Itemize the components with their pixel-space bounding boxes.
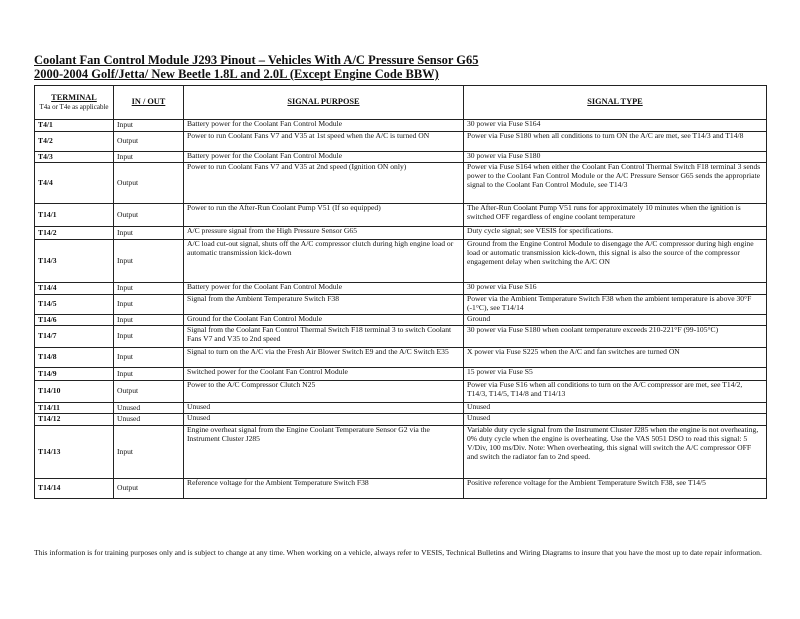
signal-purpose-cell: Battery power for the Coolant Fan Control Module: [184, 152, 464, 163]
inout-cell: Input: [114, 152, 184, 163]
signal-purpose-cell: Power to the A/C Compressor Clutch N25: [184, 381, 464, 403]
table-row: [35, 163, 767, 204]
terminal-cell: T14/12: [35, 414, 114, 426]
table-row: [35, 132, 767, 152]
table-row: [35, 283, 767, 295]
inout-cell: Output: [114, 163, 184, 204]
purpose-header: SIGNAL PURPOSE: [184, 86, 464, 120]
signal-type-cell: 30 power via Fuse S16: [464, 283, 767, 295]
inout-cell: Input: [114, 295, 184, 315]
terminal-cell: T14/13: [35, 426, 114, 479]
signal-type-cell: 15 power via Fuse S5: [464, 368, 767, 381]
table-row: [35, 240, 767, 283]
signal-type-cell: Power via the Ambient Temperature Switch F38 when the ambient temperature is above 30°F (-1°C), see T14/14: [464, 295, 767, 315]
inout-cell: Input: [114, 120, 184, 132]
signal-purpose-cell: Reference voltage for the Ambient Temperature Switch F38: [184, 479, 464, 499]
signal-purpose-cell: Power to run Coolant Fans V7 and V35 at 1st speed when the A/C is turned ON: [184, 132, 464, 152]
terminal-cell: T14/1: [35, 204, 114, 227]
signal-type-cell: Ground: [464, 315, 767, 326]
inout-cell: Input: [114, 283, 184, 295]
inout-cell: Input: [114, 227, 184, 240]
inout-cell: Output: [114, 132, 184, 152]
table-row: [35, 414, 767, 426]
signal-purpose-cell: Ground for the Coolant Fan Control Module: [184, 315, 464, 326]
terminal-cell: T14/5: [35, 295, 114, 315]
table-row: [35, 120, 767, 132]
inout-header: IN / OUT: [114, 86, 184, 120]
signal-purpose-cell: Power to run Coolant Fans V7 and V35 at 2nd speed (Ignition ON only): [184, 163, 464, 204]
signal-type-cell: 30 power via Fuse S164: [464, 120, 767, 132]
terminal-cell: T14/4: [35, 283, 114, 295]
signal-type-cell: Power via Fuse S16 when all conditions to turn on the A/C compressor are met, see T14/2, T14/3, T14/5, T14/8 and T14/13: [464, 381, 767, 403]
signal-purpose-cell: Signal from the Coolant Fan Control Thermal Switch F18 terminal 3 to switch Coolant Fans V7 and V35 to 2nd speed: [184, 326, 464, 348]
signal-purpose-cell: Switched power for the Coolant Fan Control Module: [184, 368, 464, 381]
terminal-cell: T4/3: [35, 152, 114, 163]
table-body: [35, 120, 767, 499]
signal-type-cell: Power via Fuse S164 when either the Coolant Fan Control Thermal Switch F18 terminal 3 sends power to the Coolant Fan Control Module or the A/C Pressure Sensor G65 sends the appropriate signal to the Coolant Fan Control Module, see T14/3: [464, 163, 767, 204]
terminal-header: [35, 86, 114, 120]
terminal-cell: T14/7: [35, 326, 114, 348]
terminal-header-label: TERMINAL: [51, 93, 97, 103]
terminal-cell: T14/9: [35, 368, 114, 381]
inout-cell: Input: [114, 240, 184, 283]
document-subtitle: 2000-2004 Golf/Jetta/ New Beetle 1.8L and 2.0L (Except Engine Code BBW): [34, 67, 439, 81]
terminal-cell: T4/2: [35, 132, 114, 152]
signal-type-cell: X power via Fuse S225 when the A/C and fan switches are turned ON: [464, 348, 767, 368]
signal-purpose-cell: Engine overheat signal from the Engine Coolant Temperature Sensor G2 via the Instrument Cluster J285: [184, 426, 464, 479]
terminal-cell: T14/14: [35, 479, 114, 499]
terminal-cell: T4/1: [35, 120, 114, 132]
table-row: [35, 227, 767, 240]
inout-cell: Input: [114, 326, 184, 348]
signal-purpose-cell: Signal to turn on the A/C via the Fresh Air Blower Switch E9 and the A/C Switch E35: [184, 348, 464, 368]
signal-purpose-cell: Unused: [184, 403, 464, 414]
disclaimer-footer: This information is for training purposes only and is subject to change at any time. When working on a vehicle, always refer to VESIS, Technical Bulletins and Wiring Diagrams to insure that you have the most up to date repair information.: [34, 548, 762, 557]
inout-cell: Unused: [114, 403, 184, 414]
terminal-cell: T14/8: [35, 348, 114, 368]
signal-type-cell: 30 power via Fuse S180: [464, 152, 767, 163]
signal-purpose-cell: Battery power for the Coolant Fan Control Module: [184, 283, 464, 295]
terminal-header-note: T4a or T4e as applicable: [39, 102, 109, 111]
signal-type-cell: Unused: [464, 403, 767, 414]
pinout-table: [34, 85, 767, 499]
table-row: [35, 381, 767, 403]
signal-purpose-cell: Signal from the Ambient Temperature Switch F38: [184, 295, 464, 315]
signal-purpose-cell: Battery power for the Coolant Fan Control Module: [184, 120, 464, 132]
signal-type-cell: 30 power via Fuse S180 when coolant temperature exceeds 210-221°F (99-105°C): [464, 326, 767, 348]
inout-cell: Unused: [114, 414, 184, 426]
terminal-cell: T14/2: [35, 227, 114, 240]
signal-type-cell: Power via Fuse S180 when all conditions to turn ON the A/C are met, see T14/3 and T14/8: [464, 132, 767, 152]
signal-purpose-cell: Unused: [184, 414, 464, 426]
table-row: [35, 295, 767, 315]
table-row: [35, 403, 767, 414]
signal-purpose-cell: Power to run the After-Run Coolant Pump V51 (If so equipped): [184, 204, 464, 227]
table-row: [35, 204, 767, 227]
inout-cell: Output: [114, 381, 184, 403]
inout-cell: Output: [114, 204, 184, 227]
table-row: [35, 479, 767, 499]
table-row: [35, 326, 767, 348]
terminal-cell: T14/11: [35, 403, 114, 414]
inout-cell: Input: [114, 348, 184, 368]
header-row: [35, 86, 767, 120]
document-title: Coolant Fan Control Module J293 Pinout – Vehicles With A/C Pressure Sensor G65: [34, 53, 479, 67]
inout-cell: Input: [114, 426, 184, 479]
signal-type-cell: Positive reference voltage for the Ambient Temperature Switch F38, see T14/5: [464, 479, 767, 499]
inout-cell: Output: [114, 479, 184, 499]
signal-type-cell: Variable duty cycle signal from the Instrument Cluster J285 when the engine is not overheating, 0% duty cycle when the engine is overheating. Use the VAS 5051 DSO to read this signal: 5 V/Div, 100 ms/Div. Note: When overheating, this signal will switch the A/C compressor OFF and switch the radiator fan to 2nd speed.: [464, 426, 767, 479]
signal-type-cell: Duty cycle signal; see VESIS for specifications.: [464, 227, 767, 240]
table-row: [35, 368, 767, 381]
signal-purpose-cell: A/C load cut-out signal, shuts off the A/C compressor clutch during high engine load or automatic transmission kick-down: [184, 240, 464, 283]
signal-type-cell: The After-Run Coolant Pump V51 runs for approximately 10 minutes when the ignition is switched OFF regardless of engine coolant temperature: [464, 204, 767, 227]
inout-cell: Input: [114, 368, 184, 381]
type-header: SIGNAL TYPE: [464, 86, 767, 120]
terminal-cell: T4/4: [35, 163, 114, 204]
terminal-cell: T14/6: [35, 315, 114, 326]
table-row: [35, 348, 767, 368]
inout-cell: Input: [114, 315, 184, 326]
terminal-cell: T14/3: [35, 240, 114, 283]
table-row: [35, 152, 767, 163]
signal-type-cell: Ground from the Engine Control Module to disengage the A/C compressor during high engine load or automatic transmission kick-down, this signal is also the source of the compressor engagement delay when switching the A/C ON: [464, 240, 767, 283]
signal-type-cell: Unused: [464, 414, 767, 426]
table-row: [35, 315, 767, 326]
table-row: [35, 426, 767, 479]
terminal-cell: T14/10: [35, 381, 114, 403]
signal-purpose-cell: A/C pressure signal from the High Pressure Sensor G65: [184, 227, 464, 240]
